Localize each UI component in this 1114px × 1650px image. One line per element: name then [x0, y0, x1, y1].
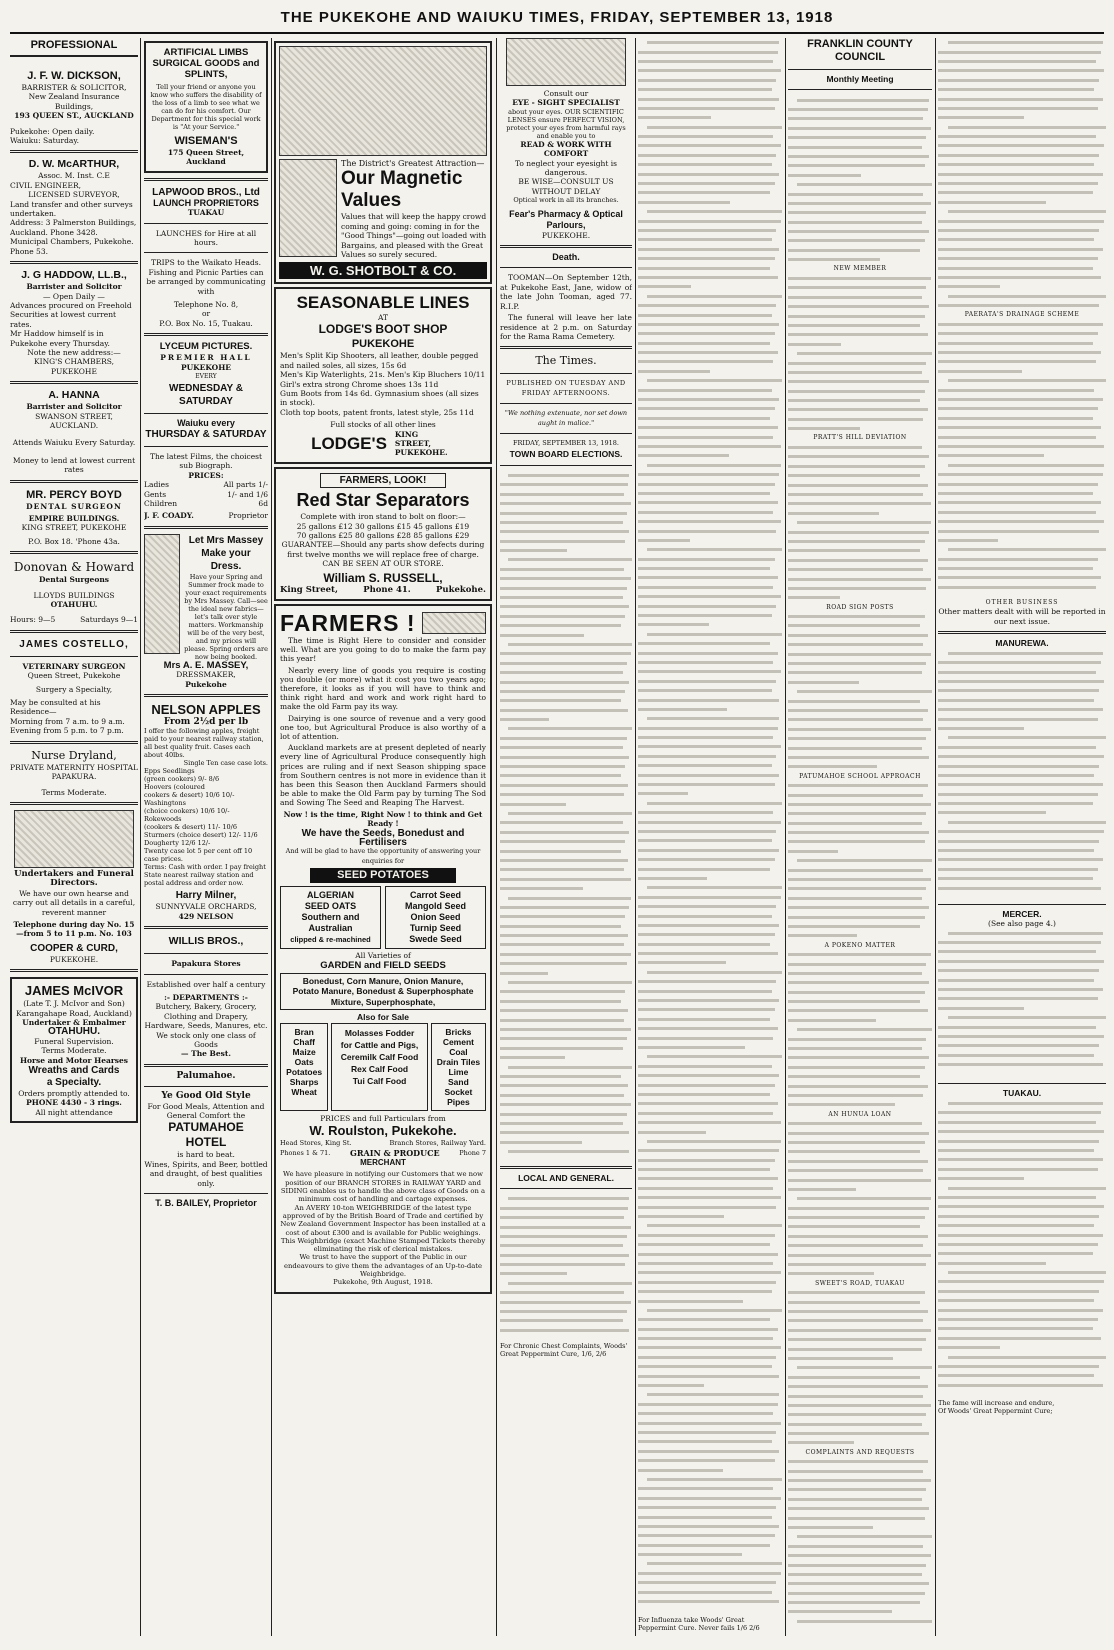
ad-lyceum: LYCEUM PICTURES. PREMIER HALL PUKEKOHE EVERY WEDNESDAY & SATURDAY Waiuku every THURSDAY & SATURDAY The latest Films, the choicest sub Biograph. PRICES: Ladies All parts 1/- Gents 1/- and 1/6 Children 6d J. F. COADY. Proprietor: [144, 341, 268, 521]
council-title: FRANKLIN COUNTY COUNCIL: [807, 38, 913, 63]
council-subtitle: Monthly Meeting: [826, 74, 894, 84]
council-article: [788, 95, 932, 1635]
council-article-continued: [938, 38, 1106, 598]
advert-footer: The fame will increase and endure, Of Woods' Great Peppermint Cure;: [938, 1398, 1055, 1415]
ad-shotbolt: The District's Greatest Attraction— Our Magnetic Values Values that will keep the happy crowd coming and going: coming in for the "Good Things"—going out loaded with Bargains, and pleased with the Great Values so surely secured. W. G. SHOTBOLT & CO.: [274, 41, 492, 284]
death-notice: Death. TOOMAN—On September 12th, at Pukekohe East, Jane, widow of the late John Tooman, aged 77. R.I.P. The funeral will leave her late residence at 2 p.m. on Saturday for the Rama Rama Cemetery.: [500, 252, 632, 341]
subheading: A POKENO MATTER: [824, 941, 896, 949]
mercer-heading: MERCER.: [1002, 908, 1042, 919]
ad-massey: Let Mrs Massey Make your Dress. Have your Spring and Summer frock made to your exact requirements by Mrs Massey. Call—see the ideal new fabrics—let's talk over style matters. Workmanship will be of the very best, and my prices will please. Spring orders are now being booked.: [144, 534, 268, 661]
subheading: ROAD SIGN POSTS: [826, 603, 894, 611]
masthead: THE PUKEKOHE AND WAIUKU TIMES, FRIDAY, SEPTEMBER 13, 1918: [10, 4, 1104, 34]
ad-boyd: MR. PERCY BOYD DENTAL SURGEON EMPIRE BUILDINGS. KING STREET, PUKEKOHE P.O. Box 18. 'Phone 43a.: [21, 488, 127, 546]
other-business-text: Other matters dealt with will be reported in our next issue.: [938, 607, 1106, 626]
column-professional: [10, 38, 138, 1636]
subheading: NEW MEMBER: [833, 265, 887, 273]
manurewa-article: [938, 649, 1106, 899]
magnet-illustration: [279, 159, 337, 257]
tuakau-heading: TUAKAU.: [1002, 1088, 1042, 1099]
ad-hanna: A. HANNA Barrister and Solicitor SWANSON STREET, AUCKLAND. Attends Waiuku Every Saturday. Money to lend at lowest current rates: [12, 389, 136, 475]
mercer-article: [938, 928, 1106, 1078]
column-ads-2: ARTIFICIAL LIMBS SURGICAL GOODS and SPLINTS, Tell your friend or anyone you know who suffers the disability of the loss of a limb to see what we can do for his comfort. Our Department for this special work is "At your Service." WISEMAN'S 175 Queen Street, Auckland LAPWOOD BROS., Ltd LAUNCH PROPRIETORS TUAKAU LAUNCHES for Hire at all hours. TRIPS to the Waikato Heads. Fishing and Picnic Parties can be arranged by communicating with Telephone No. 8, or P.O. Box No. 15, Tuakau. LYCEUM PICTURES. PREMIER HALL PUKEKOHE EVERY WEDNESDAY & SATURDAY Waiuku every THURSDAY & SATURDAY The latest Films, the choicest sub Biograph. PRICES: Ladies All parts 1/- Gents 1/- and 1/6 Children 6d J. F. COADY. Proprietor Let Mrs Massey Make your Dress. Have your Spring and Summer frock made to your exact requirements by Mrs Massey. Call—see the ideal new fabrics—let's talk over style matters. Workmanship will be of the very best, and my prices will please. Spring orders are now being booked. Mrs A. E. MASSEY, DRESSMAKER, Pukekohe NELSON APPLES From 2½d per lb I offer the following apples, freight paid to your nearest railway station, all best quality fruit. Cases each about 40lbs. Single Ten case case lots. Epps Seedlings (green cookers) 9/- 8/6 Hoovers (coloured cookers & desert) 10/6 10/- Washingtons (choice cookers) 10/6 10/- Rokewoods (cookers & desert) 11/- 10/6 Sturmers (choice desert) 12/- 11/6 Dougherty 12/6 12/- Twenty case lot 5 per cent off 10 case prices. Terms: Cash with order. I pay freight State nearest railway station and postal address and order now. Harry Milner, SUNNYVALE ORCHARDS, 429 NELSON WILLIS BROS., Papakura Stores Established over half a century :- DEPARTMENTS :- Butchery, Bakery, Grocery, Clothing and Drapery, Hardware, Seeds, Manures, etc. We stock only one class of Goods — The Best. Palumahoe. Ye Good Old Style For Good Meals, Attention and General Comfort the PATUMAHOE HOTEL is hard to beat. Wines, Spirits, and Beer, bottled and draught, of best qualities only. T. B. BAILEY, Proprietor: [144, 38, 268, 1636]
subheading: PRATT'S HILL DEVIATION: [813, 434, 907, 442]
tuakau-article: [938, 1099, 1106, 1399]
ad-russell: FARMERS, LOOK! Red Star Separators Complete with iron stand to bolt on floor:— 25 gallons £12 30 gallons £15 45 gallons £19 70 gallons £25 80 gallons £28 85 gallons £29 GUARANTEE—Should any parts show defects during first twelve months we will replace free of charge. CAN BE SEEN AT OUR STORE. William S. RUSSELL, King Street, Phone 41. Pukekohe.: [274, 467, 492, 601]
ad-lodge: SEASONABLE LINES AT LODGE'S BOOT SHOP PUKEKOHE Men's Split Kip Shooters, all leather, double pegged and nailed soles, all sizes, 15s 6d Men's Kip Waterlights, 21s. Men's Kip Bluchers 10/11 Girl's extra strong Chrome shoes 13s 11d Gum Boots from 14s 6d. Gymnasium shoes (all sizes in stock). Cloth top boots, patent fronts, latest style, 25s 11d Full stocks of all other lines LODGE'S KING STREET, PUKEKOHE.: [274, 287, 492, 464]
ad-donovan: Donovan & Howard Dental Surgeons LLOYDS BUILDINGS OTAHUHU. Hours: 9—5 Saturdays 9—1: [10, 560, 138, 625]
column-district-news: [938, 38, 1106, 1636]
ad-lapwood: LAPWOOD BROS., Ltd LAUNCH PROPRIETORS TUAKAU LAUNCHES for Hire at all hours. TRIPS to the Waikato Heads. Fishing and Picnic Parties can be arranged by communicating with Telephone No. 8, or P.O. Box No. 15, Tuakau.: [144, 186, 268, 328]
column-news-2: [638, 38, 782, 1636]
magnet-crowd-illustration: [279, 46, 487, 156]
ad-wiseman: ARTIFICIAL LIMBS SURGICAL GOODS and SPLINTS, Tell your friend or anyone you know who suffers the disability of the loss of a limb to see what we can do for his comfort. Our Department for this special work is "At your Service." WISEMAN'S 175 Queen Street, Auckland: [144, 41, 268, 173]
subheading: PATUMAHOE SCHOOL APPROACH: [799, 772, 921, 780]
dress-illustration: [144, 534, 180, 654]
ad-dickson: J. F. W. DICKSON, BARRISTER & SOLICITOR, New Zealand Insurance Buildings, 193 QUEEN ST., AUCKLAND Pukekohe: Open daily. Waiuku: Saturday.: [10, 70, 134, 146]
news-article: [638, 38, 782, 1616]
ad-haddow: J. G HADDOW, LL.B., Barrister and Solicitor — Open Daily — Advances procured on Freehold Securities at lowest current rates. Mr Haddow himself is in Pukekohe every Thursday. Note the new address:— KING'S CHAMBERS, PUKEKOHE: [10, 269, 132, 376]
ad-costello: JAMES COSTELLO, VETERINARY SURGEON Queen Street, Pukekohe Surgery a Specialty, May be consulted at his Residence— Morning from 7 a.m. to 9 a.m. Evening from 5 p.m. to 7 p.m.: [10, 638, 138, 736]
ad-cooper-curd: Undertakers and Funeral Directors. We have our own hearse and carry out all details in a careful, reverent manner Telephone during day No. 15 —from 5 to 11 p.m. No. 103 COOPER & CURD, PUKEKOHE.: [10, 810, 138, 964]
subheading: PAERATA'S DRAINAGE SCHEME: [964, 311, 1080, 319]
mercer-subheading: (See also page 4.): [988, 919, 1056, 929]
other-business-heading: OTHER BUSINESS: [985, 599, 1059, 606]
ad-willis: WILLIS BROS., Papakura Stores Established over half a century :- DEPARTMENTS :- Butchery, Bakery, Grocery, Clothing and Drapery, Hardware, Seeds, Manures, etc. We stock only one class of Goods — The Best.: [144, 935, 268, 1059]
advert-footer: For Chronic Chest Complaints, Woods' Great Peppermint Cure, 1/6, 2/6: [500, 1342, 628, 1359]
advert-footer: For Influenza take Woods' Great Peppermint Cure. Never fails 1/6 2/6: [638, 1616, 760, 1632]
plough-illustration: [422, 612, 487, 634]
ad-mcarthur: D. W. McARTHUR, Assoc. M. Inst. C.E CIVIL ENGINEER, LICENSED SURVEYOR, Land transfer and other surveys undertaken. Address: 3 Palmerston Buildings, Auckland. Phone 3428. Municipal Chambers, Pukekohe. Phone 53.: [10, 158, 137, 256]
subheading: COMPLAINTS AND REQUESTS: [805, 1448, 915, 1456]
town-board-article: [500, 471, 632, 1161]
hearse-illustration: [14, 810, 134, 868]
manurewa-heading: MANUREWA.: [995, 638, 1049, 649]
ad-patumahoe: Palumahoe. Ye Good Old Style For Good Meals, Attention and General Comfort the PATUMAHOE HOTEL is hard to beat. Wines, Spirits, and Beer, bottled and draught, of best qualities only. T. B. BAILEY, Proprietor: [144, 1070, 268, 1209]
section-title: PROFESSIONAL: [10, 38, 138, 57]
column-editorial: [500, 38, 632, 1636]
local-and-general-article: [500, 1194, 632, 1342]
column-large-ads: [274, 38, 492, 1636]
ad-mcivor: JAMES McIVOR (Late T. J. McIvor and Son) Karangahape Road, Auckland) Undertaker & Embalmer OTAHUHU. Funeral Supervision. Terms Moderate. Horse and Motor Hearses Wreaths and Cards a Specialty. Orders promptly attended to. PHONE 4430 - 3 rings. All night attendance: [10, 977, 138, 1123]
subheading: AN HUNUA LOAN: [828, 1110, 892, 1118]
local-and-general-heading: LOCAL AND GENERAL.: [518, 1172, 614, 1183]
ad-dryland: Nurse Dryland, PRIVATE MATERNITY HOSPITAL PAPAKURA. Terms Moderate.: [10, 748, 138, 797]
ad-roulston: FARMERS ! The time is Right Here to consider and consider well. What are you going to do to make the farm pay this year! Nearly every line of goods you require is costing you double (or more) what it cost you two years ago; therefore, it looks as if you will have to think and think right hard and work and work right hard to make the old Farm pay its way. Dairying is one source of revenue and a very good one too, but Agricultural Produce is also worthy of a lot of attention. Auckland markets are at present depleted of nearly every line of Agricultural Produce consequently high prices are ruling and if next Season shipping space from Southern centres is not more in evidence than it has been this Season then Auckland Farmers should be able to make the Old Farm pay by turning The Sod and Sowing The Seed and Reaping The Harvest. Now ! is the time, Right Now ! to think and Get Ready ! We have the Seeds, Bonedust and Fertilisers And will be glad to have the opportunity of answering your enquiries for SEED POTATOES ALGERIAN SEED OATS Southern and Australian clipped & re-machined Carrot Seed Mangold Seed Onion Seed Turnip Seed Swede Seed All Varieties of GARDEN and FIELD SEEDS Bonedust, Corn Manure, Onion Manure, Potato Manure, Bonedust & Superphosphate Mixture, Superphosphate, Also for Sale Bran Chaff Maize Oats Potatoes Sharps Wheat Molasses Fodder for Cattle and Pigs, Ceremilk Calf Food Rex Calf Food Tui Calf Food Bricks Cement Coal Drain Tiles Lime Sand Socket Pipes PRICES and full Particulars from W. Roulston, Pukekohe. Head Stores, King St. Branch Stores, Railway Yard. Phones 1 & 71. GRAIN & PRODUCE Phone 7 MERCHANT We have pleasure in notifying our Customers that we now position of our BRANCH STORES in RAILWAY YARD and SIDING enables us to handle the above class of Goods on a minimum cost of handling and cartage expenses. An AVERY 10-ton WEIGHBRIDGE of the latest type approved of by the British Board of Trade and certified by New Zealand Government Inspector has been installed at a cost of about £300 and is available for Public weighings. This Weighbridge (exact Machine Stamped Tickets thereby eliminating the risk of clerical mistakes. We trust to have the support of the Public in our endeavours to give them the advantages of an Up-to-date Weighbridge. Pukekohe, 9th August, 1918.: [274, 604, 492, 1294]
ad-nelson-apples: NELSON APPLES From 2½d per lb I offer the following apples, freight paid to your nearest railway station, all best quality fruit. Cases each about 40lbs. Single Ten case case lots. Epps Seedlings (green cookers) 9/- 8/6 Hoovers (coloured cookers & desert) 10/6 10/- Washingtons (choice cookers) 10/6 10/- Rokewoods (cookers & desert) 11/- 10/6 Sturmers (choice desert) 12/- 11/6 Dougherty 12/6 12/- Twenty case lot 5 per cent off 10 case prices. Terms: Cash with order. I pay freight State nearest railway station and postal address and order now. Harry Milner, SUNNYVALE ORCHARDS, 429 NELSON: [144, 701, 268, 921]
times-masthead: The Times. PUBLISHED ON TUESDAY AND FRIDAY AFTERNOONS. "We nothing extenuate, nor set down aught in malice." FRIDAY, SEPTEMBER 13, 1918. TOWN BOARD ELECTIONS.: [500, 354, 632, 459]
column-county-council: [788, 38, 932, 1636]
subheading: SWEET'S ROAD, TUAKAU: [815, 1279, 905, 1287]
ad-fear-pharmacy: Consult our EYE - SIGHT SPECIALIST about your eyes. OUR SCIENTIFIC LENSES ensure PERFECT VISION, protect your eyes from harmful rays and enable you to READ & WORK WITH COMFORT To neglect your eyesight is dangerous. BE WISE—CONSULT US WITHOUT DELAY Optical work in all its branches. Fear's Pharmacy & Optical Parlours, PUKEKOHE.: [500, 38, 632, 240]
eye-illustration: [506, 38, 626, 86]
